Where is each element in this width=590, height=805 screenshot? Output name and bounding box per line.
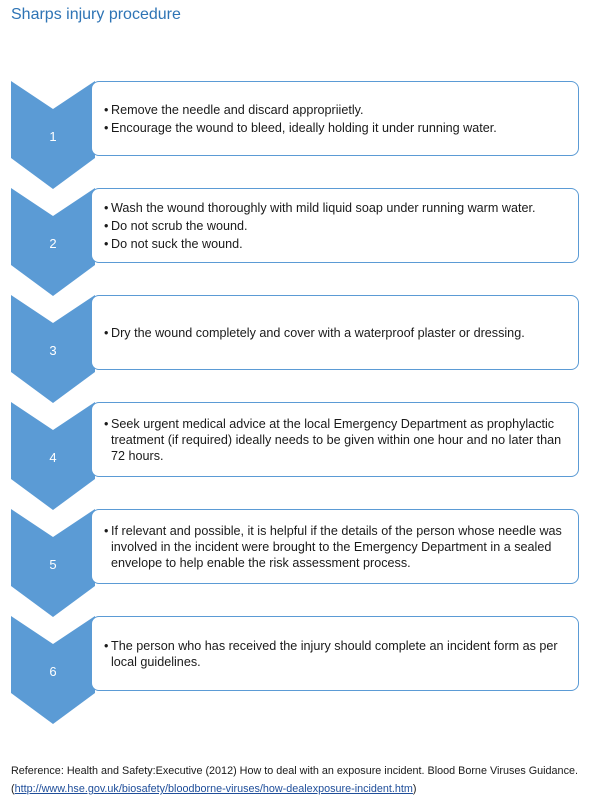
step-description-box	[91, 509, 579, 584]
step-number: 3	[49, 343, 57, 358]
step-description-box	[91, 81, 579, 156]
reference-open-paren: (	[11, 783, 15, 795]
step-6	[11, 616, 581, 724]
reference-link[interactable]: http://www.hse.gov.uk/biosafety/bloodborne-viruses/how-dealexposure-incident.htm	[14, 783, 413, 795]
page-title: Sharps injury procedure	[11, 6, 181, 23]
step-bullet: • Encourage the wound to bleed, ideally holding it under running water.	[104, 120, 568, 136]
step-4	[11, 402, 581, 510]
step-bullet: • Do not scrub the wound.	[104, 218, 568, 234]
step-number: 1	[49, 129, 57, 144]
step-bullet: • The person who has received the injury should complete an incident form as per local guidelines.	[104, 638, 568, 670]
step-number: 5	[49, 557, 57, 572]
step-3	[11, 295, 581, 403]
step-2	[11, 188, 581, 296]
reference	[11, 762, 589, 798]
step-description-box	[91, 295, 579, 370]
step-number: 4	[49, 450, 57, 465]
step-number: 6	[49, 664, 57, 679]
reference-close-paren: )	[412, 783, 417, 795]
step-bullet: • If relevant and possible, it is helpful if the details of the person whose needle was involved in the incident were brought to the Emergency Department in a sealed envelope to help enable the risk assessment process.	[104, 523, 568, 571]
reference-text: Reference: Health and Safety:Executive (2012) How to deal with an exposure incident. Blood Borne Viruses Guidance.	[11, 765, 578, 777]
step-bullet: • Wash the wound thoroughly with mild liquid soap under running warm water.	[104, 200, 568, 216]
step-description-box	[91, 402, 579, 477]
step-number: 2	[49, 236, 57, 251]
step-bullet: • Dry the wound completely and cover with a waterproof plaster or dressing.	[104, 325, 568, 341]
step-1	[11, 81, 581, 189]
step-5	[11, 509, 581, 617]
step-bullet: • Do not suck the wound.	[104, 236, 568, 252]
step-description-box	[91, 616, 579, 691]
reference-link-line	[11, 780, 589, 798]
step-description-box	[91, 188, 579, 263]
step-bullet: • Seek urgent medical advice at the local Emergency Department as prophylactic treatment (if required) ideally needs to be given within one hour and no later than 72 hours.	[104, 416, 568, 464]
step-bullet: • Remove the needle and discard appropriietly.	[104, 102, 568, 118]
